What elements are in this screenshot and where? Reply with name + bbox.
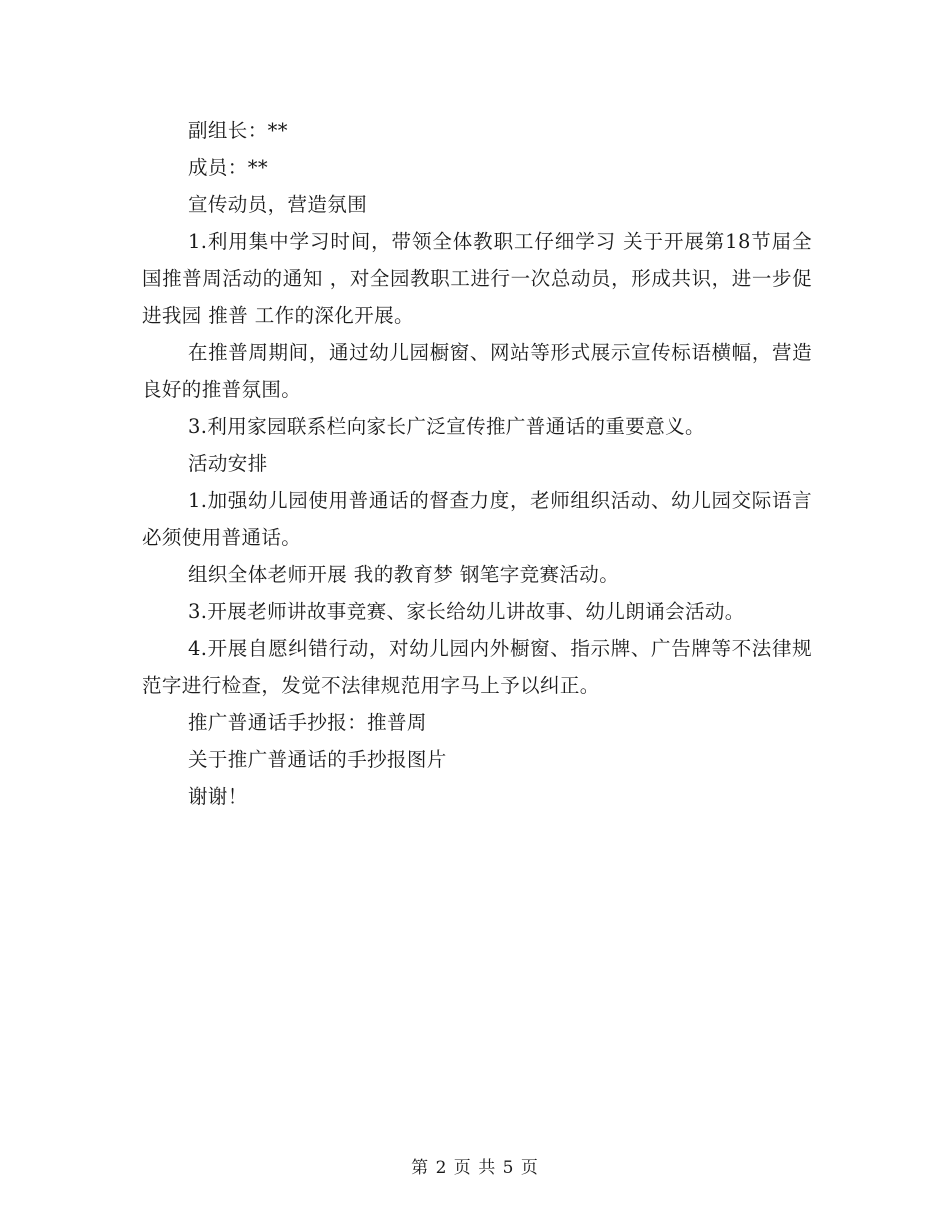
paragraph-publicity-3: 3.利用家园联系栏向家长广泛宣传推广普通话的重要意义。 xyxy=(188,415,705,438)
paragraph-activity-2: 组织全体老师开展 我的教育梦 钢笔字竞赛活动。 xyxy=(188,563,620,586)
paragraph-publicity-2: 在推普周期间，通过幼儿园橱窗、网站等形式展示宣传标语横幅，营造良好的推普氛围。 xyxy=(142,341,812,401)
paragraph-activity-4: 4.开展自愿纠错行动，对幼儿园内外橱窗、指示牌、广告牌等不法律规范字进行检查，发觉不法律规范用字马上予以纠正。 xyxy=(142,637,812,697)
paragraph-thanks: 谢谢！ xyxy=(188,785,248,808)
paragraph-members: 成员：** xyxy=(188,156,269,179)
paragraph-handwritten-newspaper: 推广普通话手抄报：推普周 xyxy=(188,711,427,734)
page-number-footer: 第 2 页 共 5 页 xyxy=(411,1158,539,1178)
paragraph-activity-1: 1.加强幼儿园使用普通话的督查力度，老师组织活动、幼儿园交际语言必须使用普通话。 xyxy=(142,489,812,549)
section-heading-activities: 活动安排 xyxy=(188,452,268,475)
document-body xyxy=(142,112,812,815)
section-heading-publicity: 宣传动员，营造氛围 xyxy=(188,193,368,216)
paragraph-activity-3: 3.开展老师讲故事竞赛、家长给幼儿讲故事、幼儿朗诵会活动。 xyxy=(188,600,745,623)
paragraph-publicity-1: 1.利用集中学习时间，带领全体教职工仔细学习 关于开展第18节届全国推普周活动的通知 ，对全园教职工进行一次总动员，形成共识，进一步促进我园 推普 工作的深化开展。 xyxy=(142,230,812,327)
paragraph-newspaper-images: 关于推广普通话的手抄报图片 xyxy=(188,748,447,771)
paragraph-deputy-leader: 副组长：** xyxy=(188,119,288,142)
